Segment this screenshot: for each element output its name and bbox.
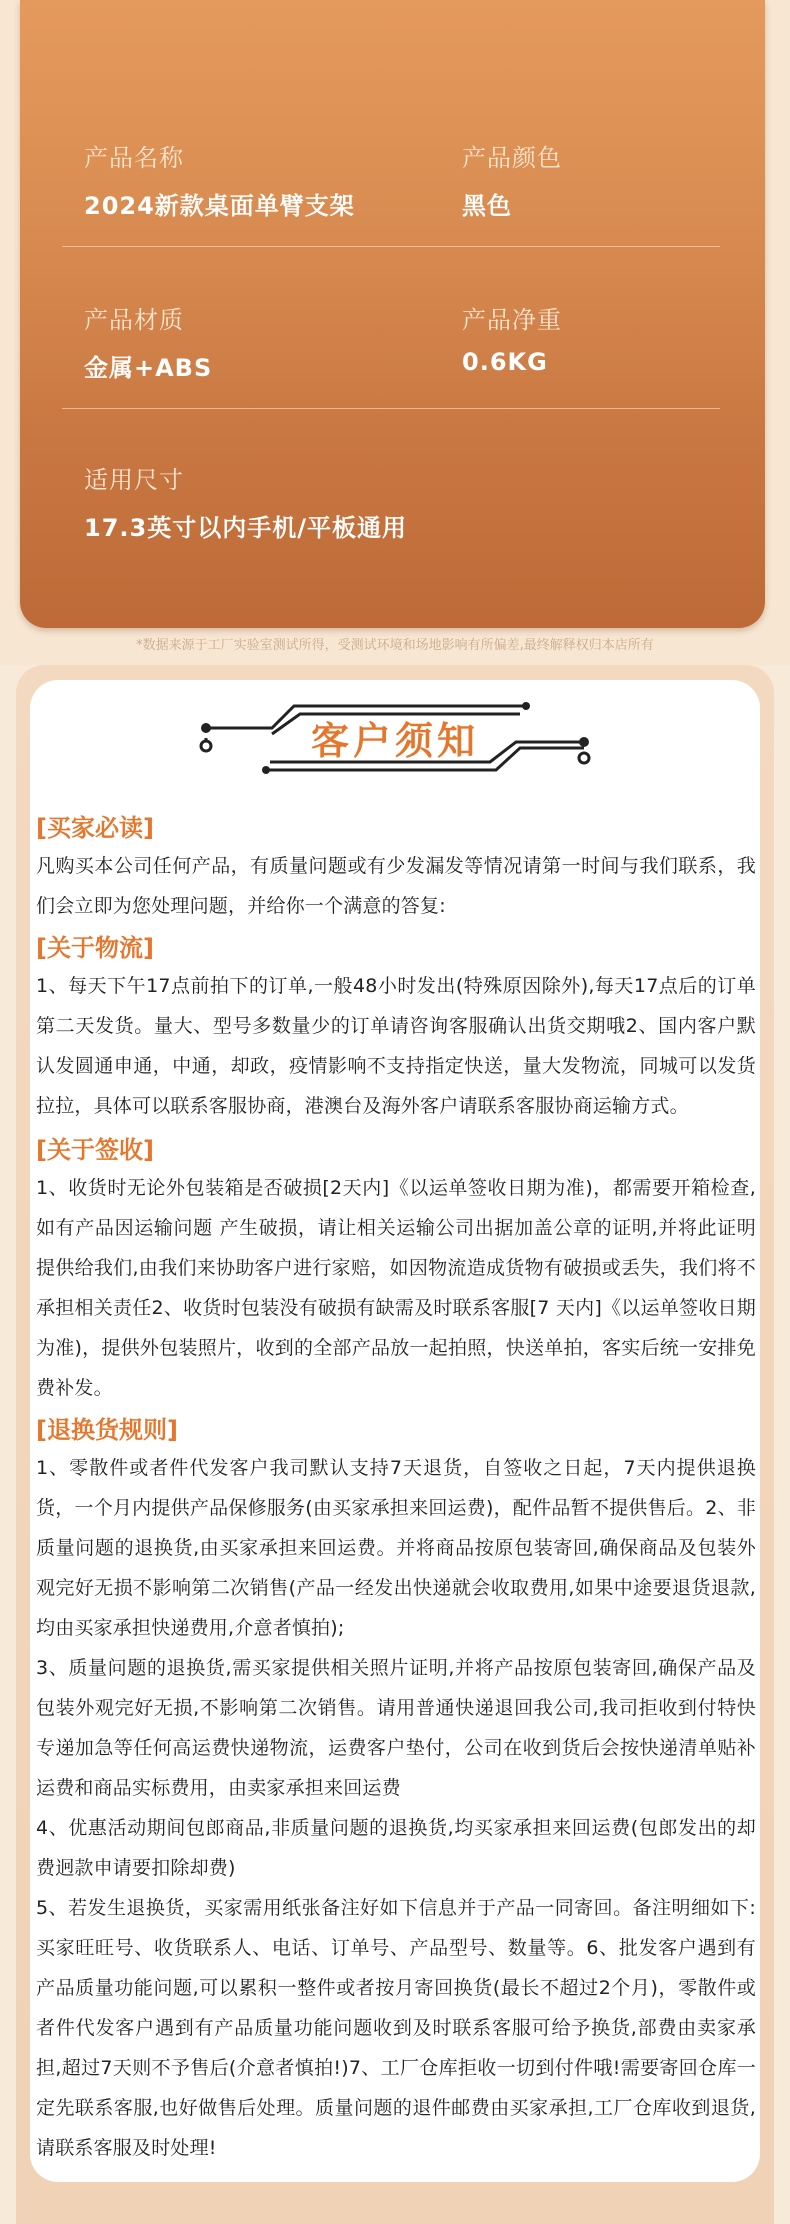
spec-divider [62, 246, 720, 247]
product-name-value: 2024新款桌面单臂支架 [84, 192, 355, 220]
notice-title: 客户须知 [310, 719, 479, 763]
return-rule-5-7: 5、若发生退换货，买家需用纸张备注好如下信息并于产品一同寄回。备注明细如下:买家旺旺号、收货联系人、电话、订单号、产品型号、数量等。6、批发客户遇到有产品质量功能问题,可以累积一整件或者按月寄回换货(最长不超过2个月)，零散件或者件代发客户遇到有产品质量功能问题收到及时联系客服可给予换货,部费由卖家承担,超过7天则不予售后(介意者慎拍!)7、工厂仓库拒收一切到付件哦!需要寄回仓库一定先联系客服,也好做售后处理。质量问题的退件邮费由买家承担,工厂仓库收到退货,请联系客服及时处理! [36, 1897, 756, 2159]
product-color-label: 产品颜色 [462, 144, 562, 172]
product-color-value: 黑色 [462, 192, 512, 220]
product-size-value: 17.3英寸以内手机/平板通用 [84, 514, 407, 542]
spec-divider [62, 408, 720, 409]
sign-section-text: 1、收货时无论外包装箱是否破损[2天内]《以运单签收日期为准)，都需要开箱检查,如有产品因运输问题 产生破损，请让相关运输公司出据加盖公章的证明,并将此证明提供给我们,由我们来协助客户进行家赔，如因物流造成货物有破损或丢失，我们将不承担相关责任2、收货时包装没有破损有缺需及时联系客服[7 天内]《以运单签收日期为准)，提供外包装照片，收到的全部产品放一起拍照，快送单拍，客实后统一安排免费补发。 [36, 1177, 756, 1399]
buyer-section-text: 凡购买本公司任何产品，有质量问题或有少发漏发等情况请第一时间与我们联系，我们会立即为您处理问题，并给你一个满意的答复: [36, 855, 756, 917]
return-rule-3: 3、质量问题的退换货,需买家提供相关照片证明,并将产品按原包装寄回,确保产品及包装外观完好无损,不影响第二次销售。请用普通快递退回我公司,我司拒收到付特快专递加急等任何高运费快递物流，运费客户垫付，公司在收到货后会按快递清单贴补运费和商品实标费用，由卖家承担来回运费 [36, 1657, 756, 1799]
sign-section-heading: [关于签收] [36, 1136, 154, 1164]
product-material-value: 金属+ABS [84, 354, 213, 382]
product-material-label: 产品材质 [84, 306, 184, 334]
product-name-label: 产品名称 [84, 144, 184, 172]
product-weight-value: 0.6KG [462, 348, 548, 376]
product-weight-label: 产品净重 [462, 306, 562, 334]
return-rule-4: 4、优惠活动期间包郎商品,非质量问题的退换货,均买家承担来回运费(包郎发出的却费迥款申请要扣除却费) [36, 1817, 756, 1879]
return-rule-1-2: 1、零散件或者件代发客户我司默认支持7天退货，自签收之日起，7天内提供退换货，一个月内提供产品保修服务(由买家承担来回运费)，配件品暂不提供售后。2、非质量问题的退换货,由买家承担来回运费。并将商品按原包装寄回,确保商品及包装外观完好无损不影响第二次销售(产品一经发出快递就会收取费用,如果中途要退货退款,均由买家承担快递费用,介意者慎拍); [36, 1457, 756, 1639]
logistics-section-heading: [关于物流] [36, 934, 154, 962]
disclaimer-text: *数据来源于工厂实验室测试所得，受测试环境和场地影响有所偏差,最终解释权归本店所有 [136, 638, 654, 653]
product-size-label: 适用尺寸 [84, 466, 184, 494]
spec-section [0, 0, 790, 665]
logistics-section-text: 1、每天下午17点前拍下的订单,一般48小时发出(特殊原因除外),每天17点后的订单第二天发货。量大、型号多数量少的订单请咨询客服确认出货交期哦2、国内客户默认发圆通申通，中通，却政，疫情影响不支持指定快送，量大发物流，同城可以发货拉拉，具体可以联系客服协商，港澳台及海外客户请联系客服协商运输方式。 [36, 975, 756, 1117]
buyer-section-heading: [买家必读] [36, 814, 154, 842]
return-section-heading: [退换货规则] [36, 1416, 178, 1444]
